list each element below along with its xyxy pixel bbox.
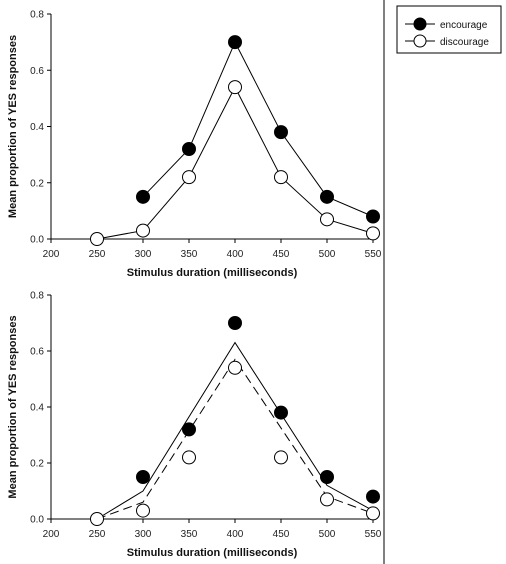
data-point-discourage — [275, 171, 288, 184]
x-tick-label: 550 — [364, 249, 382, 260]
data-point-encourage — [275, 126, 288, 139]
data-point-encourage — [137, 471, 150, 484]
data-point-discourage — [229, 81, 242, 94]
data-point-encourage — [183, 423, 196, 436]
y-tick-label: 0.4 — [30, 122, 44, 133]
x-tick-label: 300 — [134, 529, 152, 540]
y-tick-label: 0.4 — [30, 402, 44, 414]
y-tick-label: 0.8 — [30, 9, 44, 21]
y-axis-title: Mean proportion of YES responses — [7, 315, 19, 499]
data-point-discourage — [137, 224, 150, 237]
x-tick-label: 400 — [226, 529, 244, 540]
data-point-discourage — [91, 513, 104, 526]
data-point-encourage — [183, 143, 196, 156]
y-axis-title: Mean proportion of YES responses — [7, 34, 19, 219]
x-tick-label: 400 — [226, 249, 244, 260]
data-point-discourage — [321, 213, 334, 226]
data-point-encourage — [229, 317, 242, 330]
x-tick-label: 500 — [318, 249, 336, 260]
data-point-discourage — [91, 233, 104, 246]
x-tick-label: 200 — [42, 249, 60, 260]
bottom-panel — [7, 291, 382, 560]
x-tick-label: 300 — [134, 249, 152, 260]
data-point-discourage — [137, 504, 150, 517]
data-point-encourage — [137, 190, 150, 203]
data-point-encourage — [321, 471, 334, 484]
legend-item-discourage — [405, 35, 489, 48]
y-tick-label: 0.2 — [30, 178, 44, 190]
data-point-encourage — [367, 210, 380, 223]
legend-label-discourage: discourage — [440, 37, 489, 48]
legend-item-encourage — [405, 18, 488, 31]
x-tick-label: 200 — [42, 529, 60, 540]
x-axis-title: Stimulus duration (milliseconds) — [126, 267, 298, 279]
legend-marker-filled — [414, 18, 426, 30]
x-tick-label: 350 — [180, 529, 198, 540]
legend-marker-open — [414, 35, 426, 47]
x-tick-label: 500 — [318, 529, 336, 540]
data-point-encourage — [275, 406, 288, 419]
y-tick-label: 0.8 — [30, 290, 44, 302]
y-tick-label: 0.2 — [30, 458, 44, 470]
x-tick-label: 250 — [88, 249, 106, 260]
data-point-discourage — [183, 171, 196, 184]
x-tick-label: 550 — [364, 529, 382, 540]
y-tick-label: 0.6 — [30, 65, 44, 77]
data-point-discourage — [183, 451, 196, 464]
data-point-discourage — [229, 361, 242, 374]
x-tick-label: 450 — [272, 249, 290, 260]
legend-label-encourage: encourage — [440, 20, 488, 31]
data-point-encourage — [229, 36, 242, 49]
data-point-encourage — [321, 190, 334, 203]
y-tick-label: 0.6 — [30, 346, 44, 358]
x-tick-label: 450 — [272, 529, 290, 540]
y-tick-label: 0.0 — [30, 514, 44, 526]
x-tick-label: 250 — [88, 529, 106, 540]
legend — [397, 6, 501, 53]
data-point-discourage — [367, 507, 380, 520]
y-tick-label: 0.0 — [30, 234, 44, 246]
data-point-encourage — [367, 490, 380, 503]
data-point-discourage — [321, 493, 334, 506]
x-tick-label: 350 — [180, 249, 198, 260]
data-point-discourage — [367, 227, 380, 240]
top-panel — [7, 10, 382, 280]
x-axis-title: Stimulus duration (milliseconds) — [126, 547, 298, 559]
data-point-discourage — [275, 451, 288, 464]
